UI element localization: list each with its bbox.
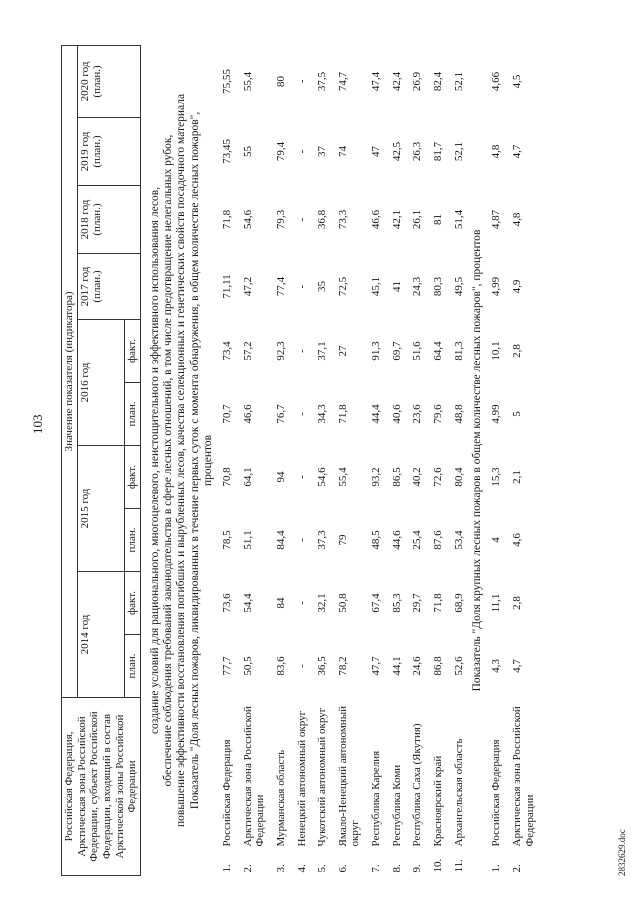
value-cell: 74,7 — [336, 71, 349, 92]
value-cell: 73,4 — [220, 341, 233, 361]
value-cell: 42,4 — [390, 71, 403, 92]
region-name: Ямало-Ненецкий автономный округ — [336, 706, 362, 847]
region-name: Российская Федерация — [220, 739, 233, 847]
row-number: 8. — [390, 864, 403, 873]
value-cell: 47,7 — [370, 656, 383, 676]
value-cell: 4,66 — [490, 71, 503, 92]
value-cell: 44,4 — [370, 404, 383, 424]
value-cell: 37 — [316, 145, 329, 157]
table-2-rows — [486, 45, 540, 875]
section-line: создание условий для рационального, многоцелевого, неистощительного и эффективного использования лесов, — [148, 186, 161, 735]
value-cell: 49,5 — [452, 276, 465, 297]
value-cell: 68,9 — [452, 593, 465, 613]
value-cell: 47 — [370, 145, 383, 157]
value-cell: 75,55 — [220, 69, 233, 94]
table-row — [292, 45, 313, 875]
value-cell: 91,3 — [370, 341, 383, 361]
value-cell: 86,8 — [431, 656, 444, 676]
value-cell: 71,8 — [431, 593, 444, 613]
value-cell: 25,4 — [411, 530, 424, 550]
header-indicator-value: Значение показателя (индикатора) — [62, 45, 78, 697]
value-cell: 2,1 — [511, 470, 524, 484]
value-cell: 86,5 — [390, 467, 403, 487]
value-cell: 81,3 — [452, 341, 465, 361]
value-cell: 44,1 — [390, 656, 403, 676]
indicator-2-heading — [469, 45, 486, 875]
value-cell: 78,5 — [220, 530, 233, 550]
header-year-2018: 2018 год (план.) — [77, 185, 140, 253]
region-name: Ненецкий автономный округ — [295, 710, 308, 847]
value-cell: 4,8 — [490, 144, 503, 159]
value-cell: 24,3 — [411, 276, 424, 297]
value-cell: 52,1 — [452, 141, 465, 162]
value-cell: 50,8 — [336, 593, 349, 613]
value-cell: 34,3 — [316, 404, 329, 424]
value-cell: 45,1 — [370, 276, 383, 297]
value-cell: 79,3 — [274, 209, 287, 230]
header-plan: план. — [125, 634, 141, 697]
header-year-2014: 2014 год — [77, 571, 125, 697]
value-cell: - — [295, 349, 308, 353]
value-cell: 46,6 — [370, 209, 383, 230]
rotated-landscape-page — [61, 6, 581, 876]
header-plan: план. — [125, 382, 141, 445]
value-cell: 93,2 — [370, 467, 383, 487]
document-footer-code: 2832629.doc — [617, 829, 627, 876]
table-row — [449, 45, 470, 875]
header-year-2017: 2017 год (план.) — [77, 253, 140, 319]
value-cell: 47,2 — [241, 276, 254, 297]
value-cell: 57,2 — [241, 341, 254, 361]
value-cell: 47,4 — [370, 71, 383, 92]
row-number: 2. — [511, 864, 524, 873]
value-cell: 2,8 — [511, 596, 524, 610]
value-cell: 4,8 — [511, 212, 524, 227]
value-cell: 41 — [390, 280, 403, 292]
value-cell: - — [295, 664, 308, 668]
value-cell: 55,4 — [241, 71, 254, 92]
value-cell: 69,7 — [390, 341, 403, 361]
value-cell: 73,6 — [220, 593, 233, 613]
value-cell: 79,4 — [274, 141, 287, 162]
value-cell: 64,4 — [431, 341, 444, 361]
value-cell: 79 — [336, 534, 349, 546]
value-cell: 81 — [431, 213, 444, 225]
value-cell: 27 — [336, 345, 349, 357]
value-cell: - — [295, 149, 308, 154]
value-cell: 46,6 — [241, 404, 254, 424]
value-cell: 4 — [490, 537, 503, 543]
value-cell: 71,8 — [220, 209, 233, 230]
header-region: Российская Федерация, Арктическая зона Российской Федерации, субъект Российской Федерации, входящий в состав Арктической зоны Российской Федерации — [62, 697, 141, 875]
header-year-2019: 2019 год (план.) — [77, 117, 140, 185]
value-cell: 53,4 — [452, 530, 465, 550]
value-cell: 24,6 — [411, 656, 424, 676]
value-cell: 87,6 — [431, 530, 444, 550]
value-cell: 10,1 — [490, 341, 503, 361]
value-cell: 50,5 — [241, 656, 254, 676]
row-number: 11. — [452, 859, 465, 873]
value-cell: 40,6 — [390, 404, 403, 424]
header-plan: план. — [125, 508, 141, 571]
value-cell: 52,1 — [452, 71, 465, 92]
table-row — [387, 45, 408, 875]
value-cell: 51,6 — [411, 341, 424, 361]
value-cell: 4,99 — [490, 404, 503, 424]
section-heading — [147, 45, 217, 875]
table-row — [333, 45, 366, 875]
value-cell: 77,7 — [220, 656, 233, 676]
value-cell: 81,7 — [431, 141, 444, 162]
table-row — [507, 45, 540, 875]
value-cell: 40,2 — [411, 467, 424, 487]
value-cell: 42,5 — [390, 141, 403, 162]
region-name: Архангельская область — [452, 738, 465, 847]
header-fact: факт. — [125, 571, 141, 634]
region-name: Арктическая зона Российской Федерации — [241, 706, 267, 847]
table-row — [428, 45, 449, 875]
value-cell: 37,3 — [316, 530, 329, 550]
value-cell: 36,8 — [316, 209, 329, 230]
value-cell: 84,4 — [274, 530, 287, 550]
region-name: Российская Федерация — [490, 739, 503, 847]
value-cell: 80,4 — [452, 467, 465, 487]
value-cell: 64,1 — [241, 467, 254, 487]
header-year-2016: 2016 год — [77, 319, 125, 445]
region-name: Красноярский край — [431, 755, 444, 847]
value-cell: - — [295, 412, 308, 416]
table-1-rows — [217, 45, 469, 875]
value-cell: 2,8 — [511, 344, 524, 358]
section-line: Показатель "Доля лесных пожаров, ликвидированных в течение первых суток с момента обнаружения, в общем количестве лесных пожаров", — [188, 111, 201, 810]
value-cell: 82,4 — [431, 71, 444, 92]
table-row — [486, 45, 507, 875]
value-cell: 79,6 — [431, 404, 444, 424]
value-cell: 4,6 — [511, 533, 524, 547]
value-cell: 55 — [241, 145, 254, 157]
table-row — [238, 45, 271, 875]
row-number: 9. — [411, 864, 424, 873]
value-cell: 37,5 — [316, 71, 329, 92]
value-cell: 48,8 — [452, 404, 465, 424]
value-cell: 94 — [274, 471, 287, 483]
value-cell: 76,7 — [274, 404, 287, 424]
header-year-2020: 2020 год (план.) — [77, 45, 140, 117]
section-text — [147, 45, 217, 875]
value-cell: 51,4 — [452, 209, 465, 230]
row-number: 7. — [370, 864, 383, 873]
region-name: Республика Коми — [390, 764, 403, 847]
value-cell: 54,6 — [316, 467, 329, 487]
value-cell: 72,6 — [431, 467, 444, 487]
value-cell: 80,3 — [431, 276, 444, 297]
value-cell: - — [295, 284, 308, 289]
value-cell: - — [295, 217, 308, 222]
table-row — [217, 45, 238, 875]
value-cell: 4,9 — [511, 279, 524, 294]
value-cell: 80 — [274, 75, 287, 87]
row-number: 6. — [336, 864, 349, 873]
section-line: обеспечение соблюдения требований законодательства в сфере лесных отношений, в том числе предотвращение нелегальных рубок, — [162, 134, 175, 787]
value-cell: 84 — [274, 597, 287, 609]
value-cell: 4,7 — [511, 659, 524, 673]
value-cell: 55,4 — [336, 467, 349, 487]
value-cell: 11,1 — [490, 593, 503, 613]
value-cell: - — [295, 538, 308, 542]
region-name: Республика Карелия — [370, 750, 383, 847]
header-year-2015: 2015 год — [77, 445, 125, 571]
table-header — [62, 45, 141, 875]
value-cell: 4,3 — [490, 659, 503, 673]
value-cell: - — [295, 601, 308, 605]
value-cell: 5 — [511, 411, 524, 417]
table-row — [366, 45, 387, 875]
value-cell: 4,87 — [490, 209, 503, 230]
row-number: 1. — [220, 864, 233, 873]
value-cell: 26,3 — [411, 141, 424, 162]
row-number: 10. — [431, 858, 444, 873]
value-cell: 54,4 — [241, 593, 254, 613]
value-cell: 85,3 — [390, 593, 403, 613]
value-cell: 78,2 — [336, 656, 349, 676]
value-cell: 23,6 — [411, 404, 424, 424]
value-cell: 48,5 — [370, 530, 383, 550]
value-cell: 71,8 — [336, 404, 349, 424]
value-cell: 29,7 — [411, 593, 424, 613]
region-name: Мурманская область — [274, 749, 287, 847]
value-cell: 73,45 — [220, 139, 233, 164]
region-name: Чукотский автономный округ — [316, 707, 329, 847]
value-cell: 36,5 — [316, 656, 329, 676]
value-cell: 4,7 — [511, 144, 524, 159]
value-cell: 4,99 — [490, 276, 503, 297]
header-fact: факт. — [125, 445, 141, 508]
value-cell: 74 — [336, 145, 349, 157]
value-cell: 52,6 — [452, 656, 465, 676]
indicator-2-title: Показатель "Доля крупных лесных пожаров в общем количестве лесных пожаров", процентов — [471, 229, 484, 692]
indicators-table — [61, 45, 540, 876]
value-cell: 32,1 — [316, 593, 329, 613]
value-cell: 71,11 — [220, 274, 233, 299]
value-cell: 44,6 — [390, 530, 403, 550]
value-cell: - — [295, 475, 308, 479]
page-number: 103 — [30, 414, 45, 434]
value-cell: 35 — [316, 280, 329, 292]
section-line: повышение эффективности восстановления погибших и вырубленных лесов, качества селекционных и генетических свойств посадочного материала — [175, 93, 188, 828]
value-cell: 37,1 — [316, 341, 329, 361]
value-cell: 54,6 — [241, 209, 254, 230]
value-cell: 51,1 — [241, 530, 254, 550]
table-body-2 — [469, 45, 486, 875]
value-cell: 67,4 — [370, 593, 383, 613]
region-name: Арктическая зона Российской Федерации — [511, 706, 536, 847]
table-row — [271, 45, 292, 875]
table-row — [312, 45, 333, 875]
value-cell: 70,8 — [220, 467, 233, 487]
header-fact: факт. — [125, 319, 141, 382]
table-row — [407, 45, 428, 875]
row-number: 5. — [316, 864, 329, 873]
value-cell: 42,1 — [390, 209, 403, 230]
value-cell: 15,3 — [490, 467, 503, 487]
value-cell: 73,3 — [336, 209, 349, 230]
value-cell: 77,4 — [274, 276, 287, 297]
region-name: Республика Саха (Якутия) — [411, 723, 424, 847]
row-number: 2. — [241, 864, 254, 873]
value-cell: 72,5 — [336, 276, 349, 297]
value-cell: 4,5 — [511, 74, 524, 89]
value-cell: 92,3 — [274, 341, 287, 361]
section-line: процентов — [201, 434, 214, 487]
value-cell: 70,7 — [220, 404, 233, 424]
table-body-1 — [140, 45, 217, 875]
row-number: 3. — [274, 864, 287, 873]
value-cell: 26,9 — [411, 71, 424, 92]
value-cell: - — [295, 79, 308, 84]
row-number: 4. — [295, 864, 308, 873]
value-cell: 26,1 — [411, 209, 424, 230]
value-cell: 83,6 — [274, 656, 287, 676]
row-number: 1. — [490, 864, 503, 873]
